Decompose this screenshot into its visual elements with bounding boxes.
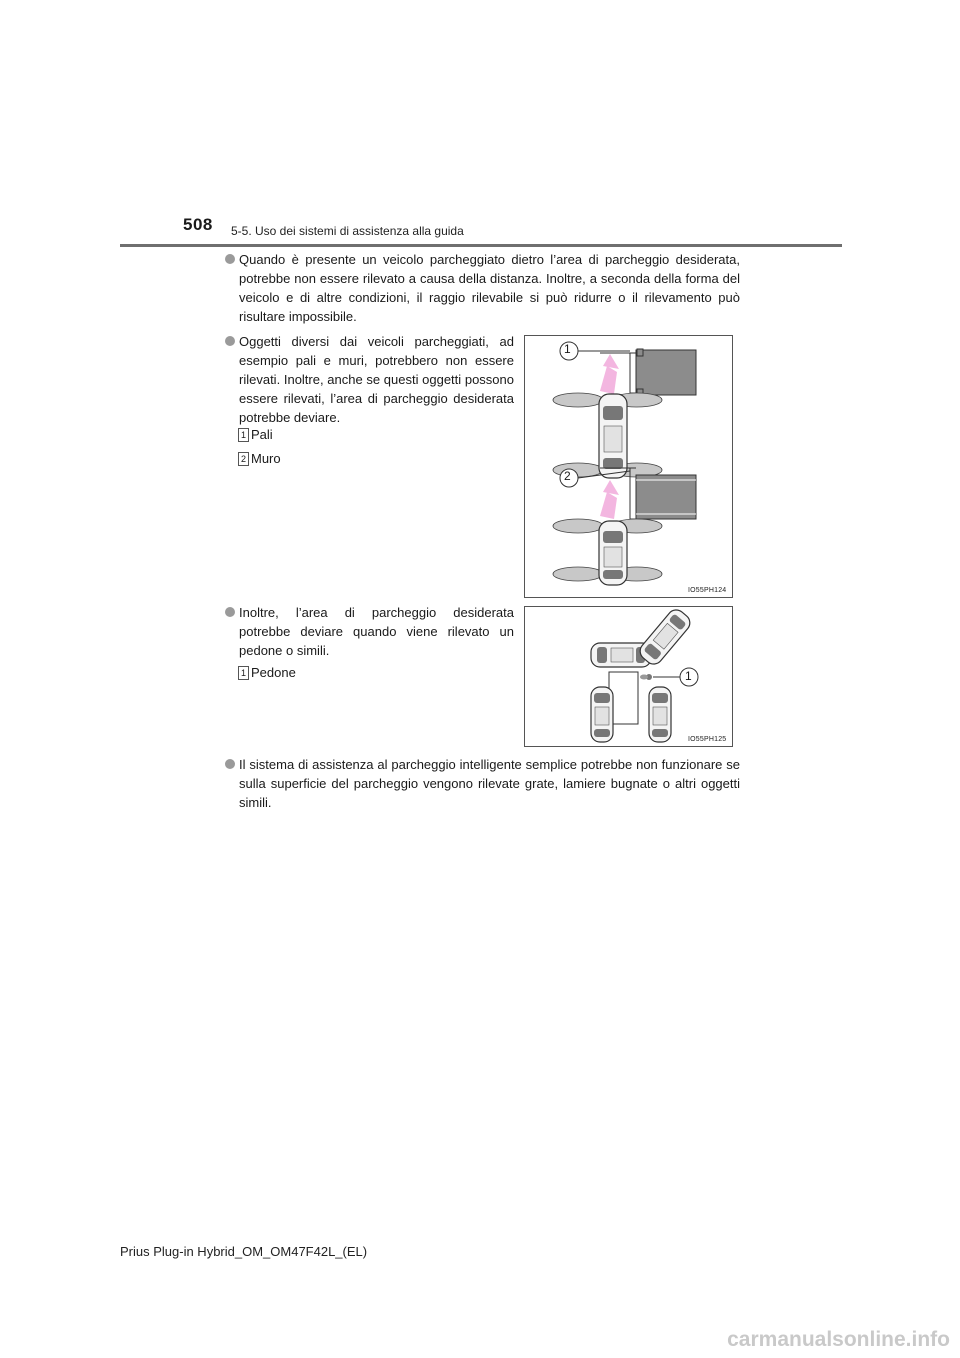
bullet-item — [239, 755, 740, 812]
footer-document-id: Prius Plug-in Hybrid_OM_OM47F42L_(EL) — [120, 1244, 368, 1259]
pole-icon — [637, 349, 643, 356]
bullet-dot — [225, 254, 235, 264]
page-number: 508 — [183, 215, 213, 234]
legend-item — [240, 451, 281, 467]
watermark: carmanualsonline.info — [727, 1328, 950, 1351]
legend-label: Pedone — [251, 665, 296, 680]
figure-code: IO55PH125 — [688, 736, 727, 743]
figure-poles-wall — [524, 335, 733, 598]
callout-number: 1 — [685, 669, 692, 683]
legend-label: Muro — [251, 451, 281, 466]
bullet-text: Oggetti diversi dai veicoli parcheggiati, ad esempio pali e muri, potrebbero non essere rilevati. Inoltre, anche se questi oggetti possono essere rilevati, l’area di parcheggio desiderata potrebbe deviare. — [239, 334, 514, 425]
bullet-text: Inoltre, l’area di parcheggio desiderata potrebbe deviare quando viene rilevato un pedone o simili. — [239, 605, 514, 658]
callout-number: 1 — [564, 342, 571, 356]
figure-poles-wall-drawing — [525, 336, 732, 597]
bullet-dot — [225, 759, 235, 769]
bullet-text: Quando è presente un veicolo parcheggiato dietro l’area di parcheggio desiderata, potrebbe non essere rilevato a causa della distanza. Inoltre, a seconda della forma del veicolo e di altre condizioni, il raggio rilevabile si può ridurre o il rilevamento può risultare impossibile. — [239, 252, 740, 324]
bullet-text: Il sistema di assistenza al parcheggio intelligente semplice potrebbe non funzionare se sulla superficie del parcheggio vengono rilevate grate, lamiere bugnate o altri oggetti simili. — [239, 757, 740, 810]
legend-number: 1 — [238, 428, 249, 442]
bullet-item — [239, 603, 514, 660]
legend-number: 1 — [238, 666, 249, 680]
legend-item — [240, 665, 296, 681]
bullet-dot — [225, 336, 235, 346]
header-rule — [120, 244, 842, 247]
figure-code: IO55PH124 — [688, 587, 727, 594]
figure-pedestrian-drawing — [525, 607, 732, 746]
legend-item — [240, 427, 273, 443]
section-title: 5-5. Uso dei sistemi di assistenza alla guida — [231, 224, 464, 238]
legend-number: 2 — [238, 452, 249, 466]
figure-pedestrian — [524, 606, 733, 747]
bullet-item — [239, 332, 514, 427]
legend-label: Pali — [251, 427, 273, 442]
bullet-item — [239, 250, 740, 326]
callout-number: 2 — [564, 469, 571, 483]
bullet-dot — [225, 607, 235, 617]
